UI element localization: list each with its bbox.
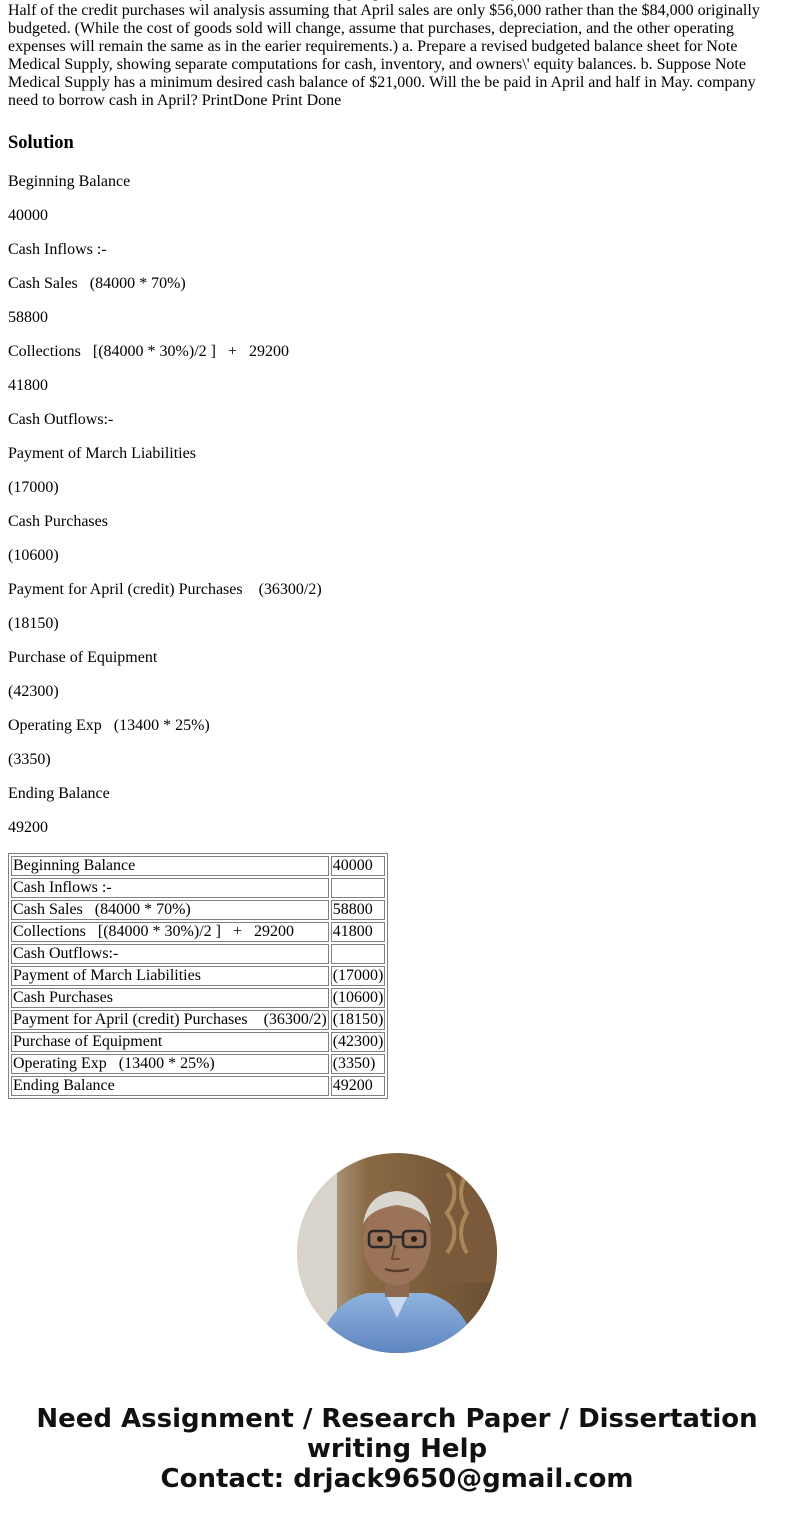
question-text: Half of the credit purchases wil analysis assuming that April sales are only $56,000 rather than the $84,000 originally budgeted. (While the cost of goods sold will change, assume that purchases, depreciation, and the other operating expenses will remain the same as in the earier requirements.) a. Prepare a revised budgeted balance sheet for Note Medical Supply, showing separate computations for cash, inventory, and owners\' equity balances. b. Suppose Note Medical Supply has a minimum desired cash balance of $21,000. Will the be paid in April and half in May. company need to borrow cash in April? PrintDone Print Done (8, 2, 760, 109)
solution-line: Payment of March Liabilities (8, 445, 196, 462)
solution-line: Payment for April (credit) Purchases (36300/2) (8, 581, 322, 598)
solution-line: (18150) (8, 615, 59, 632)
solution-line: Purchase of Equipment (8, 649, 158, 666)
row-label: Payment for April (credit) Purchases (36300/2) (13, 1011, 327, 1028)
row-label: Operating Exp (13400 * 25%) (11, 1054, 329, 1074)
solution-line: Cash Outflows:- (8, 411, 114, 428)
row-label: Payment of March Liabilities (11, 966, 329, 986)
solution-line: Cash Purchases (8, 513, 108, 530)
promo-line: writing Help (306, 1434, 488, 1464)
row-label: Ending Balance (11, 1076, 329, 1096)
row-label: Cash Purchases (11, 988, 329, 1008)
table-row (11, 944, 385, 964)
row-value (331, 878, 386, 898)
row-value (331, 944, 386, 964)
table-row (11, 1076, 385, 1096)
solution-line: Collections [(84000 * 30%)/2 ] + 29200 (8, 343, 289, 360)
table-row (11, 988, 385, 1008)
solution-line: 41800 (8, 377, 48, 394)
solution-line: (17000) (8, 479, 59, 496)
row-value: (3350) (331, 1054, 386, 1074)
row-value: (10600) (332, 989, 384, 1006)
solution-line: (10600) (8, 547, 59, 564)
table-row (11, 922, 385, 942)
solution-line: (3350) (8, 751, 51, 768)
solution-line: Cash Inflows :- (8, 241, 107, 258)
row-value: 58800 (331, 900, 386, 920)
row-value: (42300) (332, 1033, 384, 1050)
row-label: Cash Inflows :- (11, 878, 329, 898)
author-avatar (297, 1153, 497, 1353)
row-value: (18150) (332, 1011, 384, 1028)
cash-budget-table (8, 853, 388, 1099)
solution-heading: Solution (8, 133, 74, 153)
solution-line: 40000 (8, 207, 48, 224)
solution-line: 49200 (8, 819, 48, 836)
page-content (8, 0, 786, 1099)
row-value: 40000 (331, 856, 386, 876)
table-row (11, 900, 385, 920)
table-row (11, 966, 385, 986)
table-row (11, 878, 385, 898)
table-row (11, 1054, 385, 1074)
table-row (11, 1032, 385, 1052)
row-label: Cash Sales (84000 * 70%) (11, 900, 329, 920)
solution-line: 58800 (8, 309, 48, 326)
solution-line: (42300) (8, 683, 59, 700)
promo-contact: Contact: drjack9650@gmail.com (160, 1464, 634, 1494)
solution-line: Ending Balance (8, 785, 110, 802)
row-value: 41800 (331, 922, 386, 942)
row-label: Collections [(84000 * 30%)/2 ] + 29200 (11, 922, 329, 942)
row-value: 49200 (331, 1076, 386, 1096)
table-row (11, 1010, 385, 1030)
row-value: (17000) (332, 967, 384, 984)
promo-banner (0, 1404, 794, 1494)
row-label: Beginning Balance (11, 856, 329, 876)
solution-lines (8, 173, 786, 837)
promo-line: Need Assignment / Research Paper / Dissertation (36, 1404, 758, 1434)
solution-line: Cash Sales (84000 * 70%) (8, 275, 186, 292)
row-label: Cash Outflows:- (11, 944, 329, 964)
table-row (11, 856, 385, 876)
solution-line: Operating Exp (13400 * 25%) (8, 717, 210, 734)
row-label: Purchase of Equipment (11, 1032, 329, 1052)
author-photo (297, 1153, 497, 1353)
solution-line: Beginning Balance (8, 173, 131, 190)
